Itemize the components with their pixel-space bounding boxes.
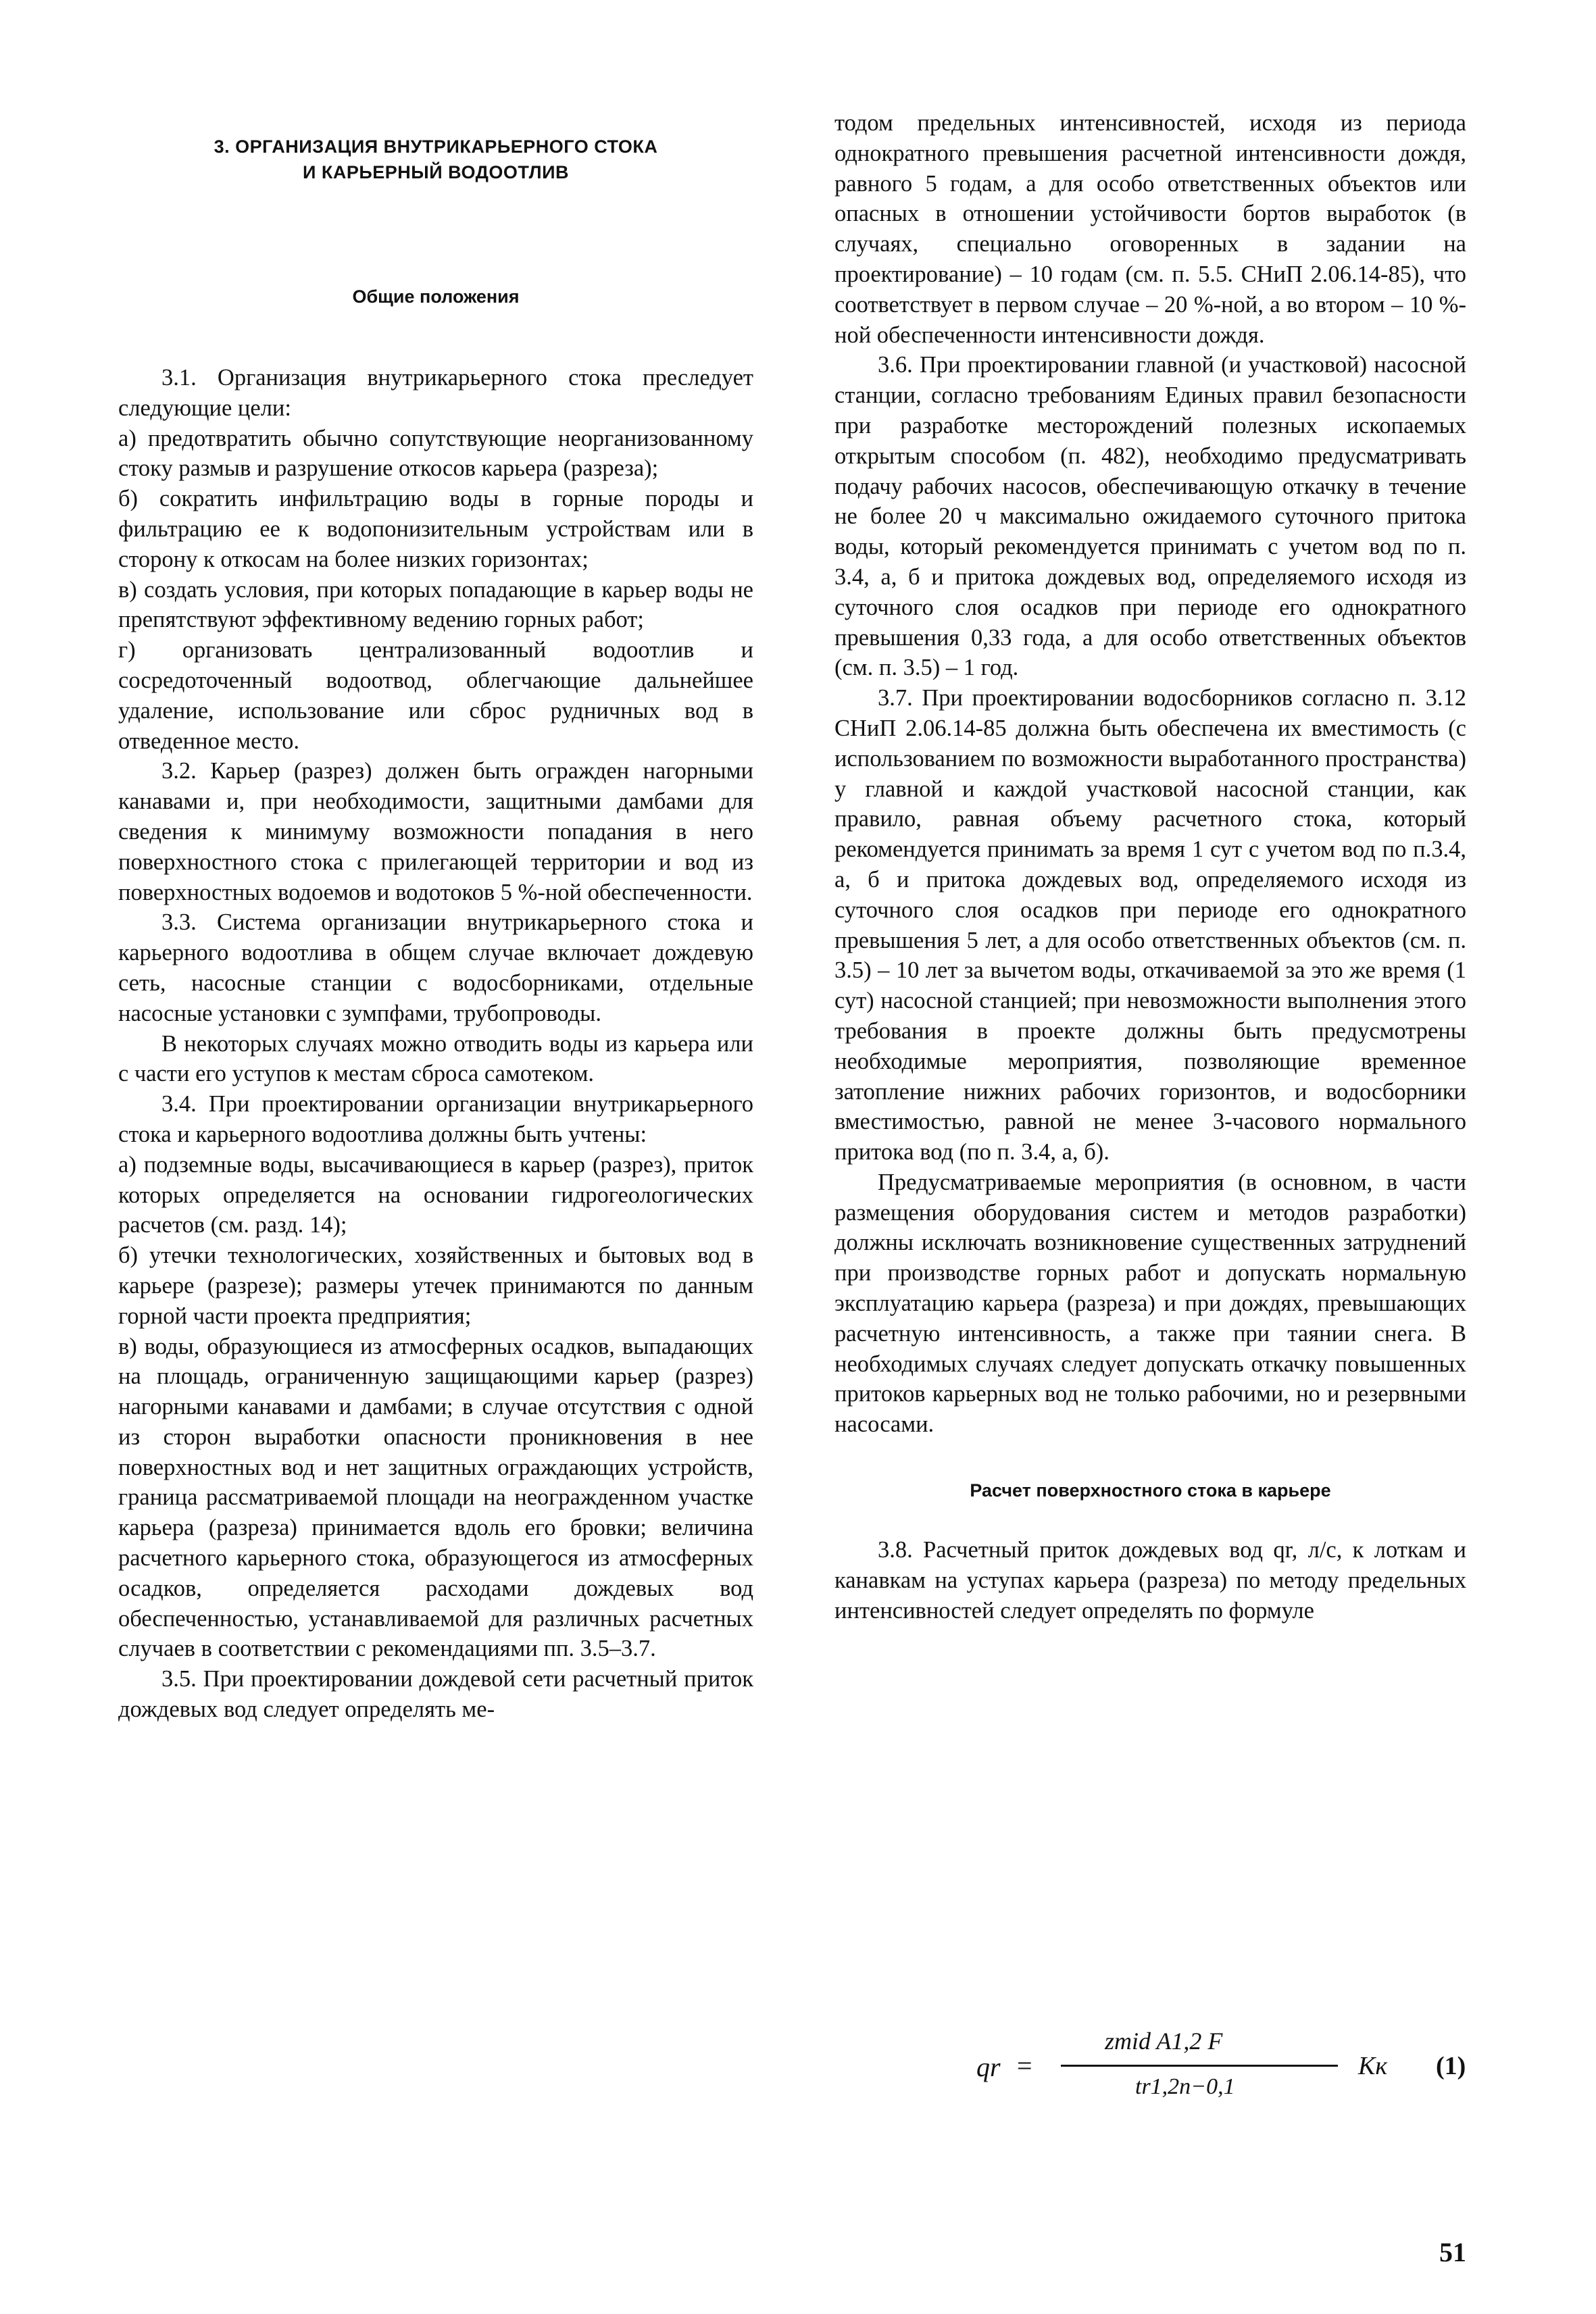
paragraph-3-4: 3.4. При проектировании организации внутрикарьерного стока и карьерного водоотлива должны быть учтены: [118, 1091, 753, 1147]
subheading-general: Общие положения [352, 286, 520, 307]
list-item-3-4-b: б) утечки технологических, хозяйственных и бытовых вод в карьере (разрезе); размеры утечек принимаются по данным горной части проекта предприятия; [118, 1242, 753, 1329]
paragraph-3-1: 3.1. Организация внутрикарьерного стока преследует следующие цели: [118, 365, 753, 421]
formula-lhs: qr [976, 2052, 1001, 2082]
section-title-line1: 3. ОРГАНИЗАЦИЯ ВНУТРИКАРЬЕРНОГО СТОКА [214, 136, 658, 157]
list-item-3-4-a: а) подземные воды, высачивающиеся в карьер (разрез), приток которых определяется на основании гидрогеологических расчетов (см. разд. 14); [118, 1151, 753, 1238]
formula-factor: Kк [1358, 2052, 1388, 2080]
right-column [834, 108, 1466, 1626]
formula-number: (1) [1436, 2052, 1466, 2080]
list-item-v: в) создать условия, при которых попадающие в карьер воды не препятствуют эффективному ведению горных работ; [118, 576, 753, 633]
formula-1 [902, 2027, 1466, 2108]
paragraph-3-5-cont: тодом предельных интенсивностей, исходя из периода однократного превышения расчетной интенсивности дождя, равного 5 годам, а для особо ответственных объектов или опасных в отношении устойчивости бортов выработок (в случаях, специально оговоренных в задании на проектирование) – 10 годам (см. п. 5.5. СНиП 2.06.14-85), что соответствует в первом случае – 20 %-ной, а во втором – 10 %-ной обеспеченности интенсивности дождя. [834, 110, 1466, 348]
paragraph-3-5: 3.5. При проектировании дождевой сети расчетный приток дождевых вод следует определять ме- [118, 1666, 753, 1723]
paragraph-3-3-note: В некоторых случаях можно отводить воды из карьера или с части его уступов к местам сброса самотеком. [118, 1030, 753, 1087]
section-title-line2: И КАРЬЕРНЫЙ ВОДООТЛИВ [302, 162, 570, 182]
paragraph-3-2: 3.2. Карьер (разрез) должен быть огражден нагорными канавами и, при необходимости, защитными дамбами для сведения к минимуму возможности попадания в него поверхностного стока с прилегающей территории и вод из поверхностных водоемов и водотоков 5 %-ной обеспеченности. [118, 758, 753, 905]
page-number: 51 [1439, 2237, 1466, 2267]
subheading-calc: Расчет поверхностного стока в карьере [970, 1480, 1331, 1501]
paragraph-3-6: 3.6. При проектировании главной (и участковой) насосной станции, согласно требованиям Единых правил безопасности при разработке месторождений полезных ископаемых открытым способом (п. 482), необходимо предусматривать подачу рабочих насосов, обеспечивающую откачку в течение не более 20 ч максимально ожидаемого суточного притока воды, который рекомендуется принимать с учетом вод по п. 3.4, а, б и притока дождевых вод, определяемого исходя из суточного слоя осадков при периоде его однократного превышения 0,33 года, а для особо ответственных объектов (см. п. 3.5) – 1 год. [834, 352, 1466, 681]
formula-numerator: zmid A1,2 F [1105, 2028, 1223, 2055]
formula-equals: = [1017, 2051, 1032, 2081]
list-item-3-4-v: в) воды, образующиеся из атмосферных осадков, выпадающих на площадь, ограниченную защищающими карьер (разрез) нагорными канавами и дамбами; в случае отсутствия с одной из сторон выработки опасности проникновения в нее поверхностных вод и нет защитных ограждающих устройств, граница рассматриваемой площади на неогражденном участке карьера (разреза) принимается вдоль его бровки; величина расчетного карьерного стока, образующегося из атмосферных осадков, определяется расходами дождевых вод обеспеченностью, устанавливаемой для различных расчетных случаев в соответствии с рекомендациями пп. 3.5–3.7. [118, 1333, 753, 1662]
left-column [118, 108, 753, 1725]
list-item-a: а) предотвратить обычно сопутствующие неорганизованному стоку размыв и разрушение откосов карьера (разреза); [118, 425, 753, 482]
list-item-g: г) организовать централизованный водоотлив и сосредоточенный водоотвод, облегчающие дальнейшее удаление, использование или сброс рудничных вод в отведенное место. [118, 637, 753, 754]
paragraph-3-7: 3.7. При проектировании водосборников согласно п. 3.12 СНиП 2.06.14-85 должна быть обеспечена их вместимость (с использованием по возможности выработанного пространства) у главной и каждой участковой насосной станции, как правило, равная объему расчетного стока, который рекомендуется принимать за время 1 сут с учетом вод по п.3.4, а, б и притока дождевых вод, определяемого исходя из суточного слоя осадков при периоде его однократного превышения 5 лет, а для особо ответственных объектов (см. п. 3.5) – 10 лет за вычетом воды, откачиваемой за это же время (1 сут) насосной станцией; при невозможности выполнения этого требования в проекте должны быть предусмотрены необходимые мероприятия, позволяющие временное затопление нижних рабочих горизонтов, и водосборники вместимостью, равной не менее 3-часового нормального притока вод (по п. 3.4, а, б). [834, 685, 1466, 1165]
paragraph-3-7-note: Предусматриваемые мероприятия (в основном, в части размещения оборудования систем и методов разработки) должны исключать возникновение существенных затруднений при производстве горных работ и допускать нормальную эксплуатацию карьера (разреза) и при дождях, превышающих расчетную интенсивность, а также при таянии снега. В необходимых случаях следует допускать откачку повышенных притоков карьерных вод не только рабочими, но и резервными насосами. [834, 1169, 1466, 1438]
formula-fraction-bar [1061, 2065, 1338, 2067]
section-title [118, 134, 753, 185]
list-item-b: б) сократить инфильтрацию воды в горные породы и фильтрацию ее к водопонизительным устройствам или в сторону к откосам на более низких горизонтах; [118, 486, 753, 572]
formula-denominator: tr1,2n−0,1 [1135, 2074, 1235, 2099]
paragraph-3-8: 3.8. Расчетный приток дождевых вод qr, л/с, к лоткам и канавкам на уступах карьера (разреза) по методу предельных интенсивностей следует определять по формуле [834, 1537, 1466, 1624]
paragraph-3-3: 3.3. Система организации внутрикарьерного стока и карьерного водоотлива в общем случае включает дождевую сеть, насосные станции с водосборниками, отдельные насосные установки с зумпфами, трубопроводы. [118, 909, 753, 1026]
